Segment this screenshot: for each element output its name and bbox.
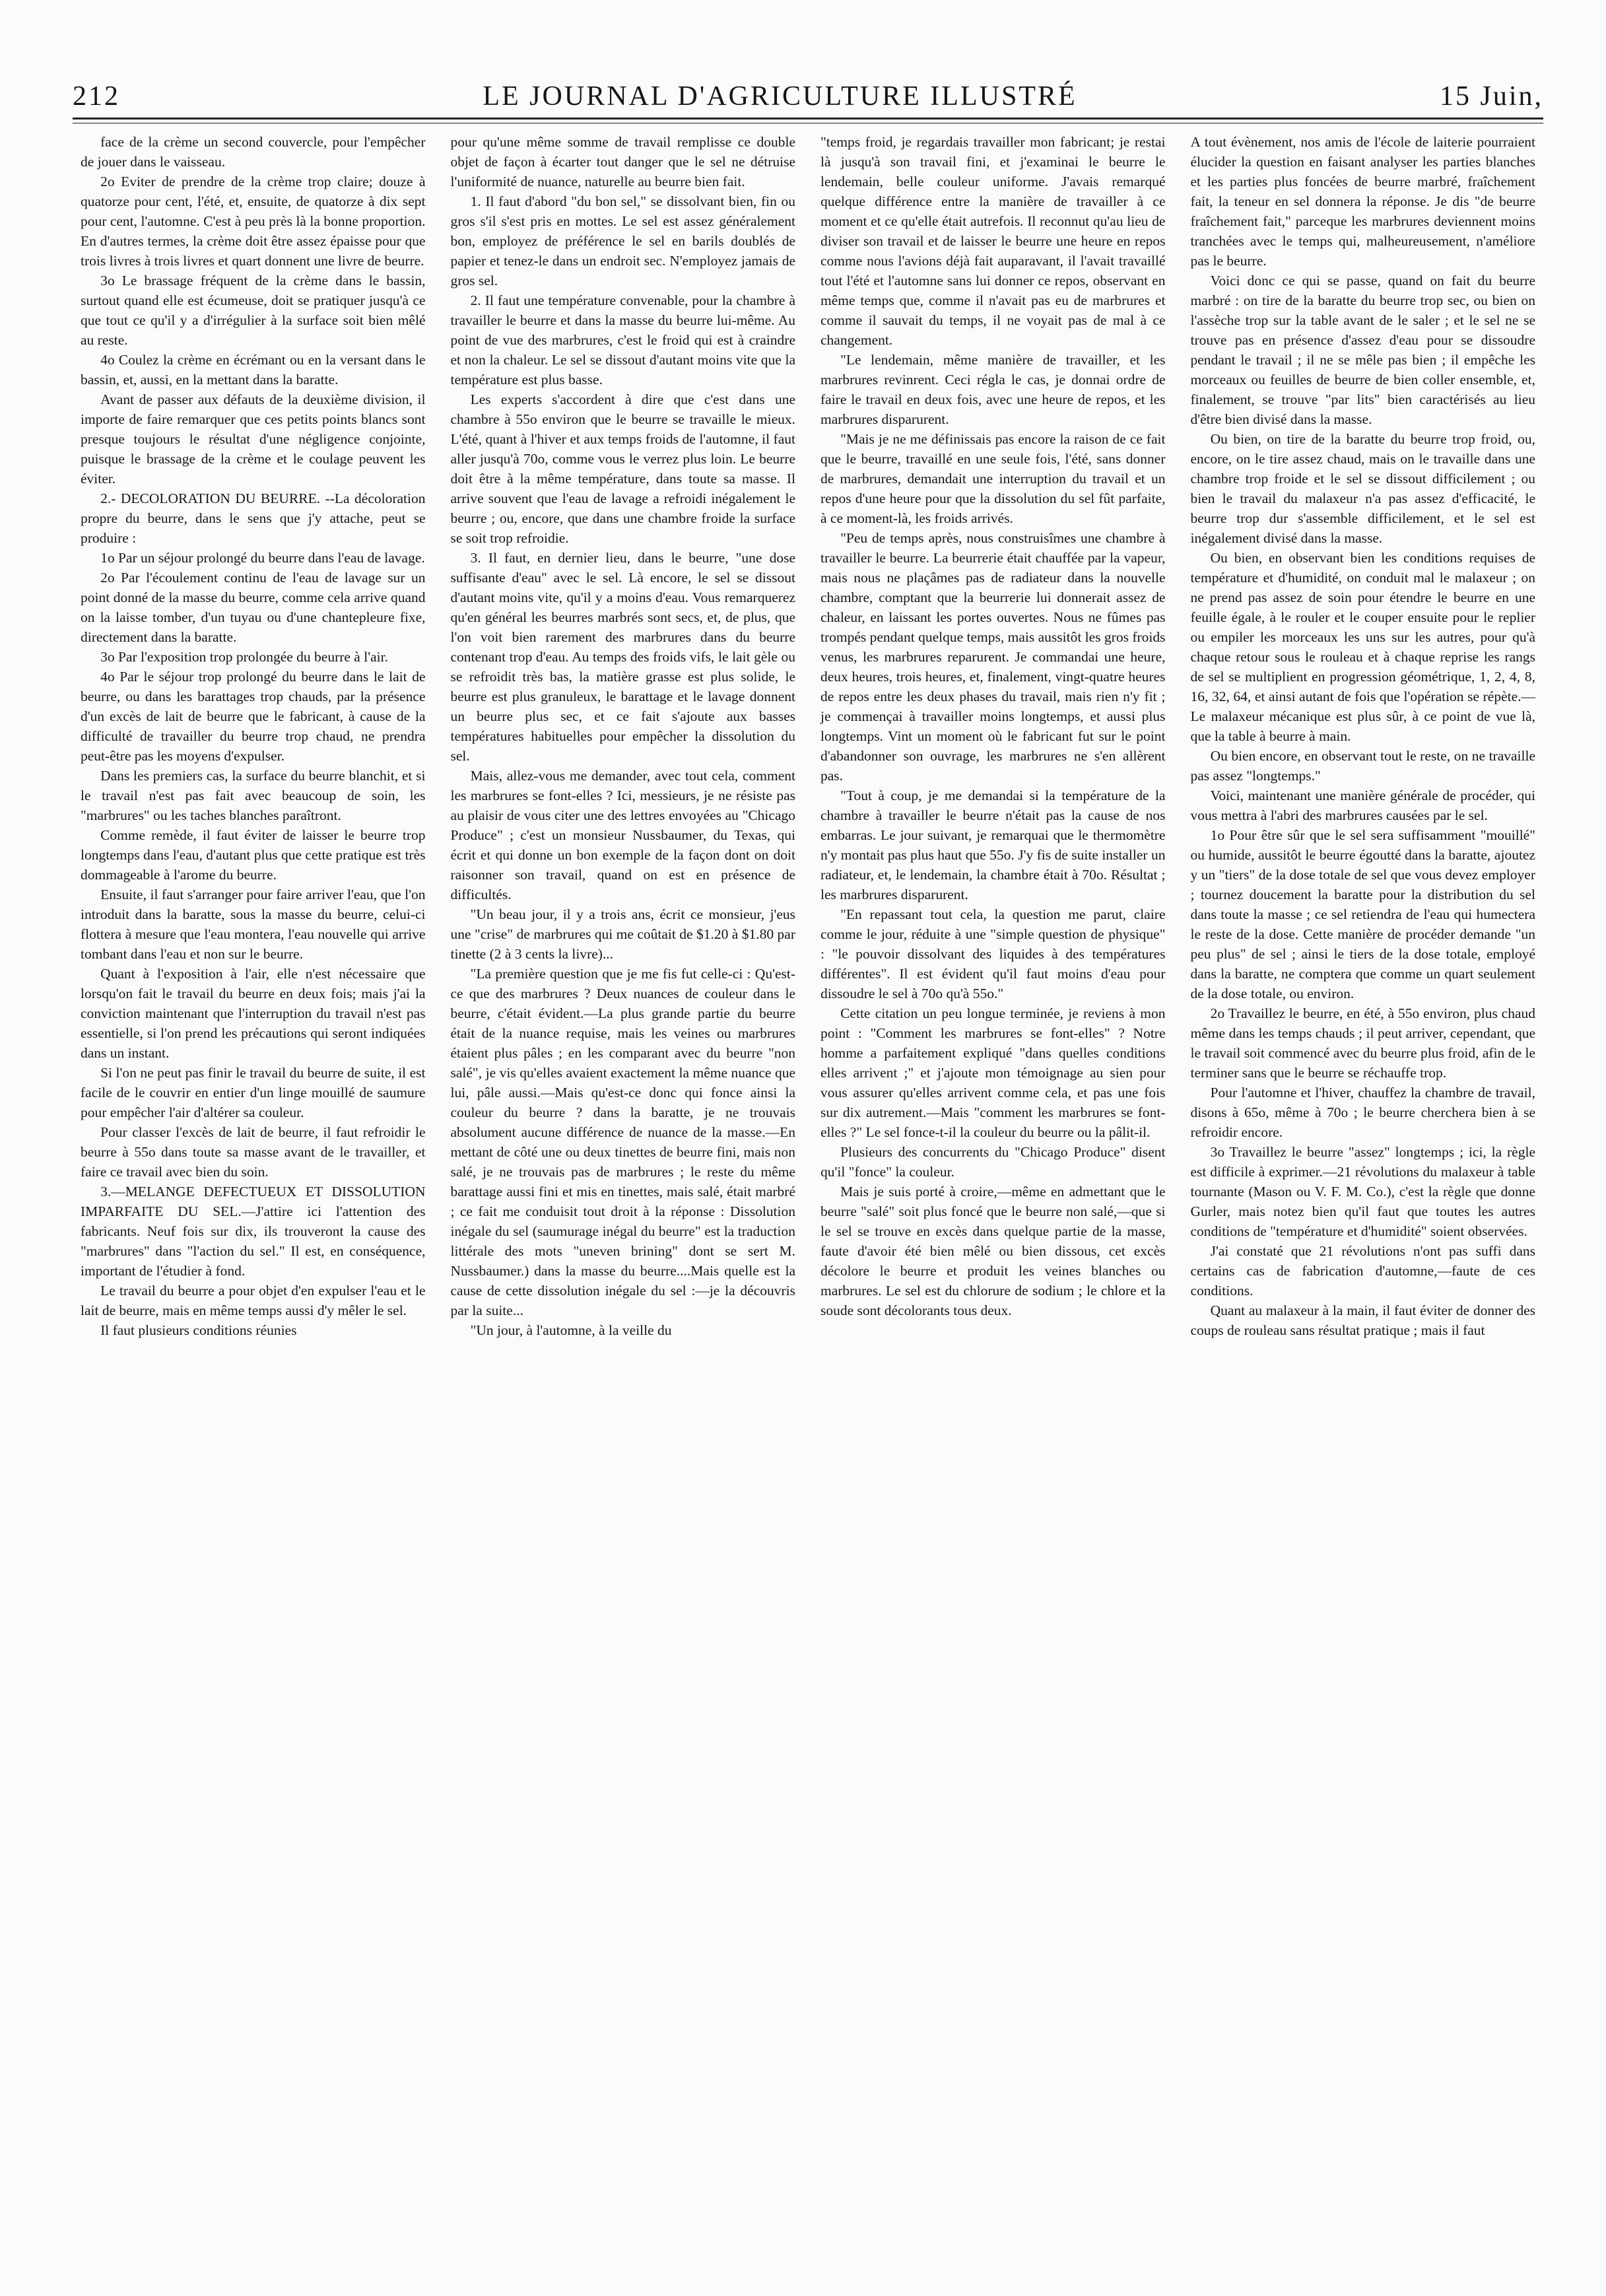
paragraph: "temps froid, je regardais travailler mon fabricant; je restai là jusqu'à son travail fini, et j'examinai le beurre le lendemain, belle couleur uniforme. J'avais remarqué quelque différence entre la manière de travailler à ce moment et ce qu'elle était autrefois. Il reconnut qu'au lieu de diviser son travail et de laisser le beurre une heure en repos comme nous l'avions déjà fait auparavant, il l'avait travaillé tout l'été et l'automne sans lui donner ce repos, observant en même temps que, comme il n'avait pas eu de marbrures et comme il sauvait du temps, il ne voyait pas de mal à ce changement. [820,134,1166,348]
paragraph: 2.- DECOLORATION DU BEURRE. --La décoloration propre du beurre, dans le sens que j'y attache, peut se produire : [81,490,426,546]
paragraph: "Mais je ne me définissais pas encore la raison de ce fait que le beurre, travaillé en une seule fois, l'été, sans donner de marbrures, demandait une interruption du travail et un repos d'une heure pour que la dissolution du sel fût parfaite, à ce moment-là, les froids arrivés. [820,431,1166,526]
paragraph: 3. Il faut, en dernier lieu, dans le beurre, "une dose suffisante d'eau" avec le sel. Là encore, le sel se dissout d'autant moins vite, qu'il y a moins d'eau. Vous remarquerez qu'en général les beurres marbrés sont secs, et, de plus, que l'on voit bien rarement des marbrures dans du beurre contenant trop d'eau. Au temps des froids vifs, le lait gèle ou se refroidit très bas, la matière grasse est plus solide, le beurre est plus granuleux, le barattage et le lavage donnent un beurre plus sec, et ce fait s'ajoute aux basses températures habituelles pour empêcher la dissolution du sel. [450,550,795,764]
paragraph: 4o Par le séjour trop prolongé du beurre dans le lait de beurre, ou dans les barattages trop chauds, par la présence d'un excès de lait de beurre que le fabricant, à cause de la difficulté de travailler du beurre trop chaud, ne prendra peut-être pas les moyens d'expulser. [81,669,426,764]
text-column-3 [813,132,1174,2281]
paragraph: "En repassant tout cela, la question me parut, claire comme le jour, réduite à une "simple question de physique" : "le pouvoir dissolvant des liquides à des températures différentes". Il est évident qu'il faut moins d'eau pour dissoudre le sel à 70o qu'à 55o." [820,906,1166,1001]
paragraph: J'ai constaté que 21 révolutions n'ont pas suffi dans certains cas de fabrication d'automne,—faute de ces conditions. [1190,1243,1535,1299]
paragraph: 1o Par un séjour prolongé du beurre dans l'eau de lavage. [100,550,425,566]
paragraph: 2o Travaillez le beurre, en été, à 55o environ, plus chaud même dans les temps chauds ; il peut arriver, cependant, que le travail soit commencé avec du beurre plus froid, afin de le terminer sans que le beurre se réchauffe trop. [1190,1005,1535,1081]
paragraph: Ou bien, on tire de la baratte du beurre trop froid, ou, encore, on le tire assez chaud, mais on le travaille dans une chambre trop froide et le sel se dissout difficilement ; ou bien le travail du malaxeur n'a pas assez d'efficacité, le beurre trop dur s'assemble difficilement, et le sel est inégalement divisé dans la masse. [1190,431,1535,546]
paragraph: "Tout à coup, je me demandai si la température de la chambre à travailler le beurre n'était pas la cause de nos embarras. Le jour suivant, je remarquai que le thermomètre n'y montait pas plus haut que 55o. J'y fis de suite installer un radiateur, et, le lendemain, la chambre était à 70o. Résultat ; les marbrures disparurent. [820,788,1166,902]
paragraph: A tout évènement, nos amis de l'école de laiterie pourraient élucider la question en faisant analyser les parties blanches et les parties plus foncées de beurre marbré, fraîchement fait, la teneur en sel donnera la réponse. Je dis "de beurre fraîchement fait," parceque les marbrures deviennent moins tranchées avec le temps qui, malheureusement, n'améliore pas le beurre. [1190,134,1535,269]
paragraph: 2. Il faut une température convenable, pour la chambre à travailler le beurre et dans la masse du beurre lui-même. Au point de vue des marbrures, c'est le froid qui est à craindre et non la chaleur. Le sel se dissout d'autant moins vite que la température est plus basse. [450,292,795,388]
paragraph: Ou bien, en observant bien les conditions requises de température et d'humidité, on conduit mal le malaxeur ; on ne prend pas assez de soin pour étendre le beurre en une feuille égale, à le rouler et le couper ensuite pour le replier ou empiler les morceaux les uns sur les autres, pour qu'à chaque retour sous le rouleau et à chaque reprise les rangs de sel se multiplient en progression géométrique, 1, 2, 4, 8, 16, 32, 64, et ainsi autant de fois que l'opération se répète.— Le malaxeur mécanique est plus sûr, à ce point de vue là, que la table à beurre à main. [1190,550,1535,744]
paragraph: Si l'on ne peut pas finir le travail du beurre de suite, il est facile de le couvrir en entier d'un linge mouillé de saumure pour empêcher l'air d'altérer sa couleur. [81,1065,426,1120]
paragraph: 2o Eviter de prendre de la crème trop claire; douze à quatorze pour cent, l'été, et, ensuite, de quatorze à dix sept pour cent, l'automne. C'est à peu près là la bonne proportion. En d'autres termes, la crème doit être assez épaisse pour que trois livres à trois livres et quart donnent une livre de beurre. [81,174,426,269]
paragraph: Les experts s'accordent à dire que c'est dans une chambre à 55o environ que le beurre se travaille le mieux. L'été, quant à l'hiver et aux temps froids de l'automne, il faut aller jusqu'à 70o, comme vous le verrez plus loin. Le beurre doit être à la même température, dans toute sa masse. Il arrive souvent que l'eau de lavage a refroidi inégalement le beurre ; ou, encore, que dans une chambre froide la surface se soit trop refroidie. [450,391,795,546]
paragraph: 1. Il faut d'abord "du bon sel," se dissolvant bien, fin ou gros s'il s'est pris en mottes. Le sel est assez généralement bon, employez de préférence le sel en barils doublés de papier et tenez-le dans un endroit sec. N'employez jamais de gros sel. [450,193,795,288]
page-header [73,74,1543,112]
paragraph: Pour l'automne et l'hiver, chauffez la chambre de travail, disons à 65o, même à 70o ; le beurre cherchera bien à se refroidir encore. [1190,1085,1535,1140]
page-number: 212 [73,81,120,112]
paragraph: Avant de passer aux défauts de la deuxième division, il importe de faire remarquer que ces petits points blancs sont presque toujours le résultat d'une négligence conjointe, puisque le brassage de la crème et le coulage peuvent les éviter. [81,391,426,487]
paragraph: 2o Par l'écoulement continu de l'eau de lavage sur un point donné de la masse du beurre, comme cela arrive quand on la laisse tomber, d'un tuyau ou d'une chantepleure fixe, directement dans la baratte. [81,570,426,645]
paragraph: "Le lendemain, même manière de travailler, et les marbrures revinrent. Ceci régla le cas, je donnai ordre de faire le travail en deux fois, avec une heure de repos, et les marbrures disparurent. [820,352,1166,427]
paragraph: Plusieurs des concurrents du "Chicago Produce" disent qu'il "fonce" la couleur. [820,1144,1166,1180]
header-rule [73,118,1543,119]
paragraph: "La première question que je me fis fut celle-ci : Qu'est-ce que des marbrures ? Deux nuances de couleur dans le beurre, c'était évident.—La plus grande partie du beurre était de la nuance requise, mais les veines ou marbrures étaient plus pâles ; en les comparant avec du beurre "non salé", je vis qu'elles avaient exactement la même nuance que lui, pâle aussi.—Mais qu'est-ce donc qui fonce ainsi la couleur du beurre ? dans la baratte, je ne trouvais absolument aucune différence de nuance de la masse.—En mettant de côté une ou deux tinettes de beurre fini, mais non salé, je ne trouvais pas de marbrures ; le reste du même barattage aussi fini et mis en tinettes, mais salé, était marbré ; ce fait me conduisit tout droit à la réponse : Dissolution inégale du sel (saumurage inégal du beurre" est la traduction littérale des mots "uneven brining" dont se sert M. Nussbaumer.) dans la masse du beurre....Mais quelle est la cause de cette dissolution inégale du sel :—je la découvris par la suite... [450,966,795,1318]
paragraph: 1o Pour être sûr que le sel sera suffisamment "mouillé" ou humide, aussitôt le beurre égoutté dans la baratte, ajoutez y un "tiers" de la dose totale de sel que vous devez employer ; tournez doucement la baratte pour la distribution du sel dans toute la masse ; ce sel retiendra de l'eau qui humectera le reste de la dose. Cette manière de procéder demande "un peu plus" de sel ; ainsi le tiers de la dose totale, employé dans la baratte, ne comptera que comme un quart seulement de la dose totale, ou environ. [1190,827,1535,1001]
issue-date: 15 Juin, [1439,81,1543,112]
text-column-2 [443,132,804,2281]
paragraph: Voici donc ce qui se passe, quand on fait du beurre marbré : on tire de la baratte du beurre trop sec, ou bien on l'assèche trop sur la table avant de le saler ; et le sel ne se trouve pas en présence d'assez d'eau pour se dissoudre pendant le travail ; il ne se mêle pas bien ; il empêche les morceaux ou feuilles de beurre de bien coller ensemble, et, finalement, se trouve "par lits" bien caractérisés au lieu d'être bien divisé dans la masse. [1190,273,1535,427]
paragraph: "Un jour, à l'automne, à la veille du [470,1322,672,1338]
paragraph: Ensuite, il faut s'arranger pour faire arriver l'eau, que l'on introduit dans la baratte, sous la masse du beurre, celui-ci flottera à mesure que l'eau montera, l'eau nouvelle qui arrive tombant dans l'eau et non sur le beurre. [81,887,426,962]
paragraph: 3o Le brassage fréquent de la crème dans le bassin, surtout quand elle est écumeuse, doit se pratiquer jusqu'à ce que tout ce qu'il y a d'irrégulier à la surface soit bien mêlé au reste. [81,273,426,348]
paragraph: 3.—MELANGE DEFECTUEUX ET DISSOLUTION IMPARFAITE DU SEL.—J'attire ici l'attention des fabricants. Neuf fois sur dix, ils trouveront la cause des "marbrures" dans "l'action du sel." Il est, en conséquence, important de l'étudier à fond. [81,1184,426,1279]
paragraph: Voici, maintenant une manière générale de procéder, qui vous mettra à l'abri des marbrures causées par le sel. [1190,788,1535,823]
paragraph: "Un beau jour, il y a trois ans, écrit ce monsieur, j'eus une "crise" de marbrures qui me coûtait de $1.20 à $1.80 par tinette (2 à 3 cents la livre)... [450,906,795,962]
paragraph: Quant au malaxeur à la main, il faut éviter de donner des coups de rouleau sans résultat pratique ; mais il faut [1190,1302,1535,1338]
paragraph: Quant à l'exposition à l'air, elle n'est nécessaire que lorsqu'on fait le travail du beurre en deux fois; mais j'ai la conviction maintenant que l'interruption du travail n'est pas essentielle, si l'on prend les précautions qui seront indiquées dans un instant. [81,966,426,1061]
paragraph: Mais je suis porté à croire,—même en admettant que le beurre "salé" soit plus foncé que le beurre non salé,—que si le sel se trouve en excès dans quelque partie de la masse, faute d'avoir été bien mêlé ou bien dissous, cet excès décolore le beurre et produit les veines blanches ou marbrures. Le sel est du chlorure de sodium ; le chlore et la soude sont décolorants tous deux. [820,1184,1166,1318]
journal-title: LE JOURNAL D'AGRICULTURE ILLUSTRÉ [483,81,1077,112]
paragraph: Le travail du beurre a pour objet d'en expulser l'eau et le lait de beurre, mais en même temps aussi d'y mêler le sel. [81,1283,426,1318]
paragraph: face de la crème un second couvercle, pour l'empêcher de jouer dans le vaisseau. [81,134,426,170]
paragraph: Cette citation un peu longue terminée, je reviens à mon point : "Comment les marbrures se font-elles" ? Notre homme a parfaitement expliqué "dans quelles conditions elles arrivent ;" et j'ajoute mon témoignage au sien pour vous assurer qu'elles arrivent comme cela, et pas une fois sur dix autrement.—Mais "comment les marbrures se font-elles ?" Le sel fonce-t-il la couleur du beurre ou la pâlit-il. [820,1005,1166,1140]
text-column-1 [73,132,434,2281]
paragraph: Mais, allez-vous me demander, avec tout cela, comment les marbrures se font-elles ? Ici, messieurs, je ne résiste pas au plaisir de vous citer une des lettres envoyées au "Chicago Produce" ; c'est un monsieur Nussbaumer, du Texas, qui écrit et qui donne un bon exemple de la façon dont on doit raisonner son travail, quand on est en présence de difficultés. [450,768,795,902]
paragraph: 3o Travaillez le beurre "assez" longtemps ; ici, la règle est difficile à exprimer.—21 révolutions du malaxeur à table tournante (Mason ou V. F. M. Co.), c'est la règle que donne Gurler, mais notez bien qu'il faut que toutes les autres conditions de "température et d'humidité" soient observées. [1190,1144,1535,1239]
text-column-4 [1183,132,1544,2281]
paragraph: "Peu de temps après, nous construisîmes une chambre à travailler le beurre. La beurrerie était chauffée par la vapeur, mais nous ne plaçâmes pas de radiateur dans la nouvelle chambre, comptant que la beurrerie lui donnerait assez de chaleur, en laissant les portes ouvertes. Nous ne fûmes pas trompés pendant quelque temps, mais aussitôt les gros froids venus, les marbrures reparurent. Je commandai une heure, deux heures, trois heures, et, finalement, vingt-quatre heures de repos entre les deux phases du travail, mais rien n'y fit ; je commençai à travailler moins longtemps, et aussi plus longtemps. Vint un moment où le fabricant fut sur le point d'abandonner son ouvrage, les marbrures ne s'en allèrent pas. [820,530,1166,784]
article-columns [73,132,1543,2281]
paragraph: Dans les premiers cas, la surface du beurre blanchit, et si le travail n'est pas fait avec beaucoup de soin, les "marbrures" ou les taches blanches paraîtront. [81,768,426,823]
paragraph: 4o Coulez la crème en écrémant ou en la versant dans le bassin, et, aussi, en la mettant dans la baratte. [81,352,426,388]
paragraph: Il faut plusieurs conditions réunies [100,1322,297,1338]
paragraph: 3o Par l'exposition trop prolongée du beurre à l'air. [100,649,388,665]
paragraph: pour qu'une même somme de travail remplisse ce double objet de façon à écarter tout danger que le sel ne détruise l'uniformité de nuance, naturelle au beurre bien fait. [450,134,795,189]
paragraph: Pour classer l'excès de lait de beurre, il faut refroidir le beurre à 55o dans toute sa masse avant de le travailler, et faire ce travail avec bien du soin. [81,1124,426,1180]
paragraph: Comme remède, il faut éviter de laisser le beurre trop longtemps dans l'eau, d'autant plus que cette pratique est très dommageable à l'arome du beurre. [81,827,426,883]
paragraph: Ou bien encore, en observant tout le reste, on ne travaille pas assez "longtemps." [1190,748,1535,784]
